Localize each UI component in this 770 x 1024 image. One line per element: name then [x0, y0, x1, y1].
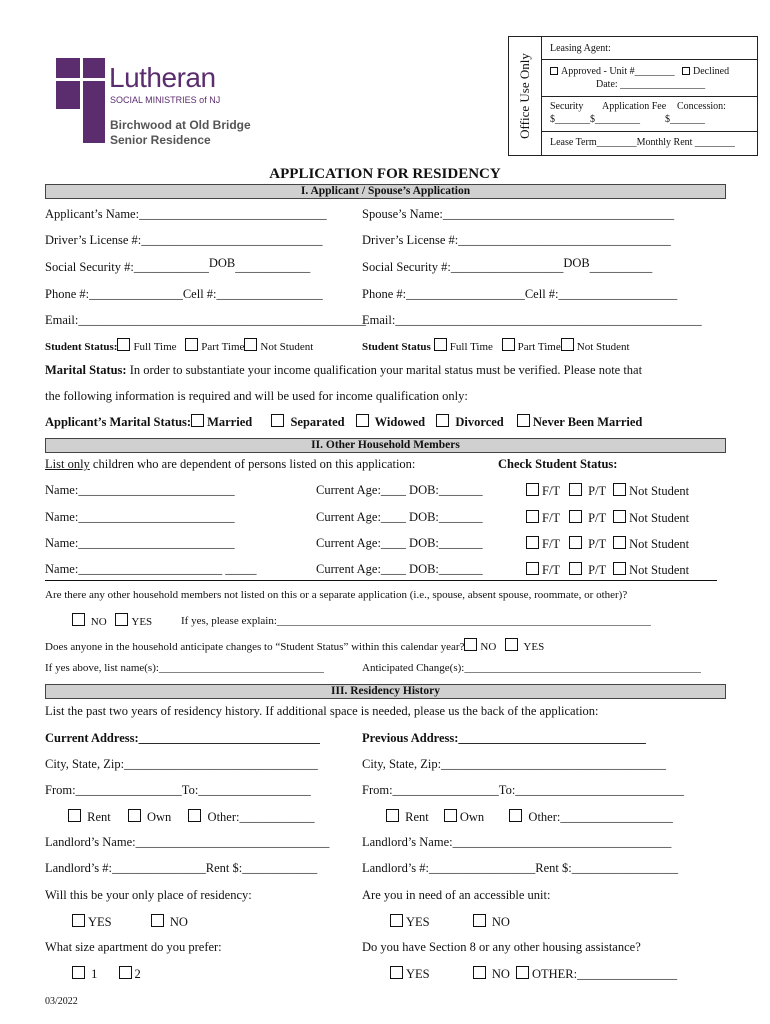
lease-term-label: Lease Term________Monthly Rent ________ [550, 137, 735, 148]
no-label: NO [480, 641, 497, 653]
marital-status-note [45, 363, 642, 378]
spouse-full-time-checkbox[interactable] [434, 338, 447, 351]
divorced-label: Divorced [455, 415, 504, 429]
spouse-not-student-checkbox[interactable] [561, 338, 574, 351]
pt-label: P/T [588, 484, 606, 498]
ft-checkbox[interactable] [526, 562, 539, 575]
app-fee-label: Application Fee [602, 101, 667, 112]
not-student-label: Not Student [629, 511, 690, 525]
divorced-checkbox[interactable] [436, 414, 449, 427]
dependent-student-status [526, 562, 689, 578]
previous-own-checkbox[interactable] [444, 809, 457, 822]
only-residency-no-checkbox[interactable] [151, 914, 164, 927]
spouse-dob-line: __________ [589, 260, 653, 274]
dependent-student-status [526, 510, 689, 526]
own-label: Own [459, 810, 485, 824]
student-status-label: Student Status: [45, 341, 118, 353]
logo-org: SOCIAL MINISTRIES of NJ [110, 95, 221, 105]
form-version: 03/2022 [45, 996, 78, 1007]
own-label: Own [146, 810, 172, 824]
list-only-label: List only [45, 457, 90, 471]
pt-label: P/T [588, 537, 606, 551]
not-student-label: Not Student [629, 563, 690, 577]
not-student-checkbox[interactable] [613, 536, 626, 549]
pt-checkbox[interactable] [569, 483, 582, 496]
not-student-checkbox[interactable] [613, 510, 626, 523]
office-side-label-cell [509, 37, 542, 155]
dependent-name-field[interactable]: Name:_______________________ _____ [45, 562, 257, 576]
previous-rent-checkbox[interactable] [386, 809, 399, 822]
no-label: NO [90, 616, 107, 628]
previous-city-field[interactable]: City, State, Zip:____________________________________ [362, 757, 667, 771]
never-married-label: Never Been Married [532, 415, 643, 429]
dependent-age-dob-field[interactable]: Current Age:____ DOB:_______ [316, 510, 483, 524]
logo [53, 56, 251, 151]
office-side-label: Office Use Only [517, 53, 532, 139]
marital-status-note-2: the following information is required and will be used for income qualification only: [45, 389, 468, 403]
applicant-marital-status [45, 414, 642, 430]
marital-status-text: In order to substantiate your income qualification your marital status must be verified. Please note that [126, 363, 643, 377]
size-1-checkbox[interactable] [72, 966, 85, 979]
cross-logo-icon [53, 56, 108, 151]
accessible-yes-checkbox[interactable] [390, 914, 403, 927]
separated-label: Separated [290, 415, 345, 429]
rent-label: Rent [405, 810, 429, 824]
only-residency-answer [72, 914, 188, 930]
part-time-label: Part Time [517, 341, 561, 353]
anticipated-change-field[interactable]: Anticipated Change(s):___________________________________________ [362, 662, 701, 674]
only-residency-yes-checkbox[interactable] [72, 914, 85, 927]
section-3-header: III. Residency History [45, 684, 726, 699]
previous-address-field[interactable]: Previous Address:______________________________ [362, 731, 646, 745]
applicant-part-time-checkbox[interactable] [185, 338, 198, 351]
size-2-checkbox[interactable] [119, 966, 132, 979]
full-time-label: Full Time [449, 341, 493, 353]
widowed-label: Widowed [374, 415, 426, 429]
applicant-not-student-checkbox[interactable] [244, 338, 257, 351]
applicant-name-field[interactable]: Applicant’s Name:______________________________ [45, 207, 327, 221]
applicant-dob-label: DOB [208, 256, 236, 270]
dependent-age-dob-field[interactable]: Current Age:____ DOB:_______ [316, 562, 483, 576]
never-married-checkbox[interactable] [517, 414, 530, 427]
applicant-marital-label: Applicant’s Marital Status: [45, 415, 192, 429]
part-time-label: Part Time [201, 341, 245, 353]
anticipate-yes-checkbox[interactable] [505, 638, 518, 651]
office-use-box [508, 36, 758, 156]
section-2-header: II. Other Household Members [45, 438, 726, 453]
section-2-divider [45, 580, 717, 581]
pt-checkbox[interactable] [569, 510, 582, 523]
spouse-dob-label: DOB [563, 256, 590, 270]
yes-label: YES [406, 915, 430, 929]
size-1-label: 1 [91, 967, 98, 981]
declined-checkbox[interactable] [682, 67, 690, 75]
rent-label: Rent [87, 810, 111, 824]
anticipate-changes-row [45, 638, 544, 653]
approved-checkbox[interactable] [550, 67, 558, 75]
dependent-age-dob-field[interactable]: Current Age:____ DOB:_______ [316, 536, 483, 550]
yes-label: YES [88, 915, 112, 929]
applicant-ss-label: Social Security #:____________ [45, 260, 209, 274]
married-label: Married [207, 415, 253, 429]
section-8-answer [390, 966, 677, 982]
previous-from-to-field[interactable]: From:_________________To:___________________________ [362, 783, 685, 797]
leasing-agent-label: Leasing Agent: [550, 43, 611, 54]
previous-other-checkbox[interactable] [509, 809, 522, 822]
spouse-ss-label: Social Security #:__________________ [362, 260, 564, 274]
logo-site-line1: Birchwood at Old Bridge [110, 118, 251, 132]
list-text: children who are dependent of persons listed on this application: [89, 457, 416, 471]
current-rent-checkbox[interactable] [68, 809, 81, 822]
dependent-age-dob-field[interactable]: Current Age:____ DOB:_______ [316, 483, 483, 497]
applicant-student-status [45, 338, 313, 353]
applicant-full-time-checkbox[interactable] [117, 338, 130, 351]
current-tenure-options [68, 809, 314, 825]
office-row-agent [542, 37, 757, 60]
marital-status-label: Marital Status: [45, 363, 127, 377]
spouse-part-time-checkbox[interactable] [502, 338, 515, 351]
yes-label: YES [406, 967, 430, 981]
previous-tenure-options [386, 809, 673, 825]
anticipate-no-checkbox[interactable] [464, 638, 477, 651]
pt-label: P/T [588, 511, 606, 525]
other-members-question: Are there any other household members not listed on this or a separate application (i.e., spouse, absent spouse, roommate, or other)? [45, 589, 628, 601]
dependent-name-field[interactable]: Name:_________________________ [45, 510, 235, 524]
apartment-size-question: What size apartment do you prefer: [45, 940, 222, 954]
current-landlord-field[interactable]: Landlord’s Name:_______________________________ [45, 835, 330, 849]
list-names-field[interactable]: If yes above, list name(s):______________________________ [45, 662, 324, 674]
full-time-label: Full Time [133, 341, 177, 353]
accessible-unit-question: Are you in need of an accessible unit: [362, 888, 551, 902]
other-members-answer [72, 613, 152, 628]
current-address-field[interactable]: Current Address:_____________________________ [45, 731, 320, 745]
dependent-name-field[interactable]: Name:_________________________ [45, 483, 235, 497]
concession-label: Concession: [677, 101, 726, 112]
widowed-checkbox[interactable] [356, 414, 369, 427]
pt-checkbox[interactable] [569, 562, 582, 575]
spouse-email-field[interactable]: Email:_________________________________________________ [362, 313, 702, 327]
ft-label: F/T [542, 563, 560, 577]
ft-checkbox[interactable] [526, 536, 539, 549]
spouse-dl-field[interactable]: Driver’s License #:__________________________________ [362, 233, 671, 247]
accessible-unit-answer [390, 914, 510, 930]
current-own-checkbox[interactable] [128, 809, 141, 822]
spouse-ss-field[interactable] [362, 256, 653, 275]
other-field[interactable]: Other:__________________ [528, 810, 673, 824]
not-student-label: Not Student [576, 341, 630, 353]
applicant-phone-field[interactable]: Phone #:_______________Cell #:_________________ [45, 287, 323, 301]
list-dependents-note [45, 457, 415, 472]
security-label: Security [550, 101, 584, 112]
ft-label: F/T [542, 511, 560, 525]
current-from-to-field[interactable]: From:_________________To:__________________ [45, 783, 311, 797]
previous-landlord-field[interactable]: Landlord’s Name:___________________________________ [362, 835, 672, 849]
page-title: APPLICATION FOR RESIDENCY [269, 166, 501, 182]
section-8-other-field[interactable]: OTHER:________________ [531, 967, 678, 981]
married-checkbox[interactable] [191, 414, 204, 427]
approved-label: Approved - Unit #________ [561, 66, 675, 77]
applicant-dl-field[interactable]: Driver’s License #:_____________________________ [45, 233, 323, 247]
other-members-yes-checkbox[interactable] [115, 613, 128, 626]
section-8-no-checkbox[interactable] [473, 966, 486, 979]
office-row-lease [542, 132, 757, 155]
not-student-label: Not Student [260, 341, 314, 353]
other-members-no-checkbox[interactable] [72, 613, 85, 626]
check-student-status-label: Check Student Status: [498, 457, 618, 471]
not-student-label: Not Student [629, 537, 690, 551]
no-label: NO [169, 915, 188, 929]
accessible-no-checkbox[interactable] [473, 914, 486, 927]
applicant-dob-line: ____________ [235, 260, 311, 274]
current-city-field[interactable]: City, State, Zip:_______________________________ [45, 757, 318, 771]
ft-label: F/T [542, 484, 560, 498]
yes-label: YES [131, 616, 153, 628]
residency-intro: List the past two years of residency history. If additional space is needed, please us the back of the application: [45, 704, 599, 718]
apartment-size-answer [72, 966, 141, 982]
office-row-approval [542, 60, 757, 97]
dependent-student-status [526, 536, 689, 552]
declined-label: Declined [693, 66, 730, 77]
ft-checkbox[interactable] [526, 510, 539, 523]
not-student-label: Not Student [629, 484, 690, 498]
no-label: NO [491, 967, 510, 981]
logo-site-line2: Senior Residence [110, 133, 211, 147]
office-row-fees [542, 97, 757, 132]
ft-checkbox[interactable] [526, 483, 539, 496]
spouse-student-status [362, 338, 630, 353]
pt-checkbox[interactable] [569, 536, 582, 549]
ft-label: F/T [542, 537, 560, 551]
dependent-name-field[interactable]: Name:_________________________ [45, 536, 235, 550]
spouse-phone-field[interactable]: Phone #:___________________Cell #:___________________ [362, 287, 678, 301]
separated-checkbox[interactable] [271, 414, 284, 427]
fee-amounts: $_______$_________ $_______ [550, 114, 705, 125]
not-student-checkbox[interactable] [613, 562, 626, 575]
anticipate-question: Does anyone in the household anticipate changes to “Student Status” within this calendar year? [45, 641, 465, 653]
student-status-label-2: Student Status [362, 341, 431, 353]
applicant-ss-field[interactable] [45, 256, 311, 275]
section-8-yes-checkbox[interactable] [390, 966, 403, 979]
section-8-question: Do you have Section 8 or any other housing assistance? [362, 940, 641, 954]
only-residency-question: Will this be your only place of residency: [45, 888, 252, 902]
section-1-header: I. Applicant / Spouse’s Application [45, 184, 726, 199]
section-8-other-checkbox[interactable] [516, 966, 529, 979]
yes-label: YES [523, 641, 545, 653]
approval-date: Date: _________________ [596, 79, 706, 90]
previous-landlord-phone-field[interactable]: Landlord’s #:_________________Rent $:_________________ [362, 861, 678, 875]
explain-field[interactable]: If yes, please explain:____________________________________________________________________ [181, 615, 651, 627]
size-2-label: 2 [134, 967, 141, 981]
spouse-name-field[interactable]: Spouse’s Name:_____________________________________ [362, 207, 675, 221]
other-field[interactable]: Other:____________ [207, 810, 315, 824]
current-other-checkbox[interactable] [188, 809, 201, 822]
no-label: NO [491, 915, 510, 929]
applicant-email-field[interactable]: Email:______________________________________________ [45, 313, 366, 327]
not-student-checkbox[interactable] [613, 483, 626, 496]
dependent-student-status [526, 483, 689, 499]
current-landlord-phone-field[interactable]: Landlord’s #:_______________Rent $:____________ [45, 861, 318, 875]
pt-label: P/T [588, 563, 606, 577]
logo-name: Lutheran [109, 62, 216, 93]
